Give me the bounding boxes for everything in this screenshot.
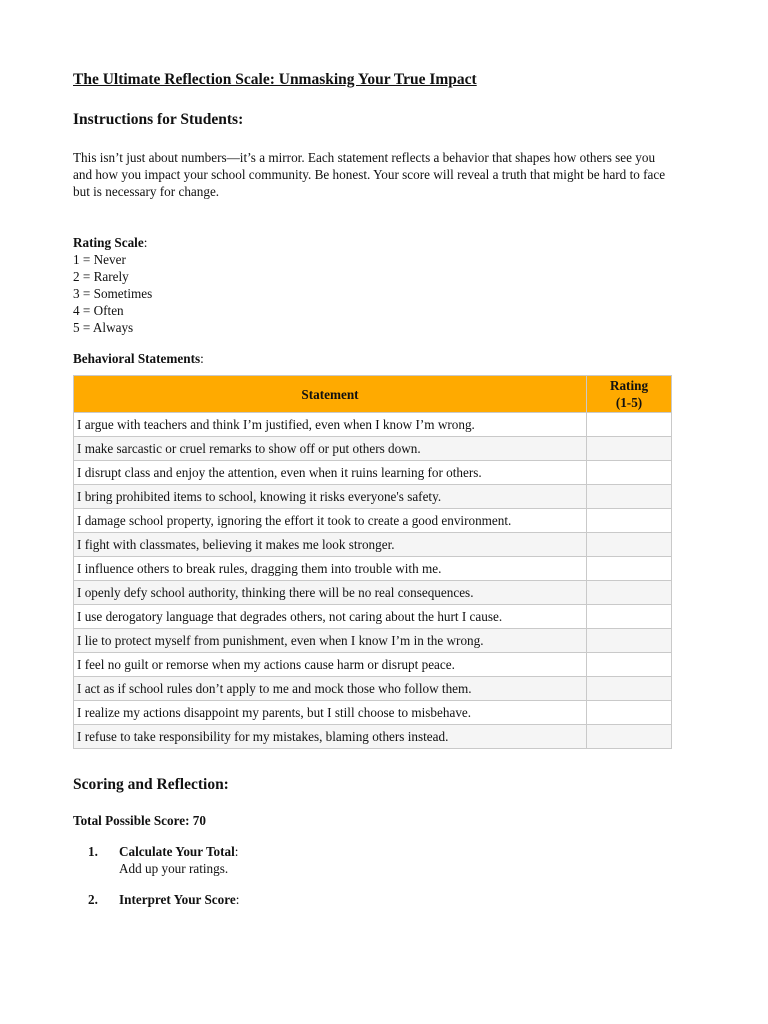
statement-cell: I damage school property, ignoring the effort it took to create a good environment. — [74, 509, 587, 533]
table-row — [74, 485, 672, 509]
total-possible-score: Total Possible Score: 70 — [73, 813, 206, 828]
table-row — [74, 581, 672, 605]
statements-label-colon: : — [200, 351, 204, 366]
step-number: 1. — [88, 844, 98, 859]
list-item — [73, 891, 673, 908]
scoring-heading: Scoring and Reflection: — [73, 776, 229, 793]
rating-cell[interactable] — [587, 725, 672, 749]
instructions-heading: Instructions for Students: — [73, 111, 244, 128]
table-row — [74, 413, 672, 437]
table-row — [74, 725, 672, 749]
table-row — [74, 437, 672, 461]
rating-cell[interactable] — [587, 533, 672, 557]
statement-cell: I realize my actions disappoint my parents, but I still choose to misbehave. — [74, 701, 587, 725]
rating-cell[interactable] — [587, 485, 672, 509]
table-header-row — [74, 376, 672, 413]
table-row — [74, 653, 672, 677]
statement-cell: I bring prohibited items to school, knowing it risks everyone's safety. — [74, 485, 587, 509]
statements-label — [73, 350, 673, 367]
rating-scale-item: 2 = Rarely — [73, 269, 129, 284]
document-page — [73, 70, 673, 922]
list-item — [73, 843, 673, 877]
statement-cell: I use derogatory language that degrades others, not caring about the hurt I cause. — [74, 605, 587, 629]
behavior-table — [73, 375, 672, 749]
step-title: Interpret Your Score — [119, 892, 236, 907]
header-rating — [587, 376, 672, 413]
scoring-steps — [73, 843, 673, 908]
intro-paragraph: This isn’t just about numbers—it’s a mirror. Each statement reflects a behavior that shapes how others see you and how you impact your school community. Be honest. Your score will reveal a truth that might be hard to face but is necessary for change. — [73, 150, 666, 199]
step-heading — [119, 843, 673, 860]
step-colon: : — [234, 844, 239, 859]
table-row — [74, 509, 672, 533]
rating-cell[interactable] — [587, 605, 672, 629]
statement-cell: I argue with teachers and think I’m justified, even when I know I’m wrong. — [74, 413, 587, 437]
statement-cell: I feel no guilt or remorse when my actions cause harm or disrupt peace. — [74, 653, 587, 677]
rating-cell[interactable] — [587, 557, 672, 581]
rating-scale-item: 1 = Never — [73, 252, 126, 267]
table-row — [74, 557, 672, 581]
header-rating-line1: Rating — [609, 378, 649, 393]
statement-cell: I act as if school rules don’t apply to me and mock those who follow them. — [74, 677, 587, 701]
rating-scale — [73, 234, 673, 336]
rating-cell[interactable] — [587, 677, 672, 701]
statements-label-text: Behavioral Statements — [73, 351, 201, 366]
statement-cell: I refuse to take responsibility for my mistakes, blaming others instead. — [74, 725, 587, 749]
rating-cell[interactable] — [587, 509, 672, 533]
step-colon: : — [235, 892, 240, 907]
rating-cell[interactable] — [587, 437, 672, 461]
rating-scale-label: Rating Scale — [73, 235, 144, 250]
statement-cell: I make sarcastic or cruel remarks to show off or put others down. — [74, 437, 587, 461]
statement-cell: I fight with classmates, believing it makes me look stronger. — [74, 533, 587, 557]
rating-cell[interactable] — [587, 413, 672, 437]
table-row — [74, 533, 672, 557]
statement-cell: I influence others to break rules, dragging them into trouble with me. — [74, 557, 587, 581]
header-statement: Statement — [74, 376, 587, 413]
header-rating-line2: (1-5) — [615, 395, 643, 410]
step-title: Calculate Your Total — [119, 844, 235, 859]
rating-cell[interactable] — [587, 653, 672, 677]
rating-scale-colon: : — [143, 235, 148, 250]
statement-cell: I lie to protect myself from punishment, even when I know I’m in the wrong. — [74, 629, 587, 653]
rating-cell[interactable] — [587, 461, 672, 485]
step-detail: Add up your ratings. — [119, 861, 229, 876]
rating-scale-heading — [73, 234, 673, 251]
table-row — [74, 701, 672, 725]
rating-scale-item: 5 = Always — [73, 320, 134, 335]
document-title: The Ultimate Reflection Scale: Unmasking Your True Impact — [73, 71, 477, 88]
table-row — [74, 629, 672, 653]
table-row — [74, 605, 672, 629]
step-number: 2. — [88, 892, 98, 907]
table-row — [74, 677, 672, 701]
table-row — [74, 461, 672, 485]
step-heading — [119, 891, 673, 908]
rating-cell[interactable] — [587, 629, 672, 653]
rating-scale-item: 3 = Sometimes — [73, 286, 153, 301]
rating-cell[interactable] — [587, 701, 672, 725]
rating-scale-item: 4 = Often — [73, 303, 124, 318]
rating-cell[interactable] — [587, 581, 672, 605]
statement-cell: I openly defy school authority, thinking there will be no real consequences. — [74, 581, 587, 605]
statement-cell: I disrupt class and enjoy the attention, even when it ruins learning for others. — [74, 461, 587, 485]
